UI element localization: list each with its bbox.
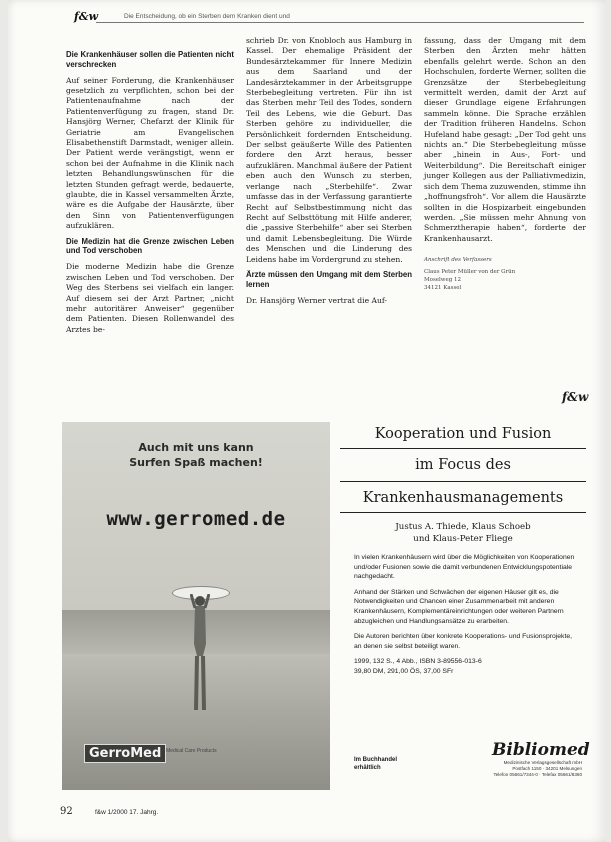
- paragraph: Dr. Hansjörg Werner vertrat die Auf-: [246, 295, 387, 305]
- surfer-figure: [190, 594, 210, 712]
- address-label: Anschrift des Verfassers: [424, 257, 492, 264]
- journal-issue: f&w 1/2000 17. Jahrg.: [94, 809, 159, 816]
- paragraph: schrieb Dr. von Knobloch aus Hamburg in Kassel. Der ehemalige Präsident der Bundesärztekammer für Innere Medizin aus dem Saarland und der Landesärztekammer in der Arbeitsgruppe Sterbebegleitung vertreten. Für ihn ist das Sterben mehr Teil des Todes, sondern Teil des Lebens, wie die Geburt. Das Sterben gehöre zu individueller, die Persönlichkeit fordernden Entscheidung. Der selbst geäußerte Wille des Patienten fordere den Arzt heraus, besser aufzuklären. Manchmal äußere der Patient eben auch den Wunsch zu sterben, verlange nach „Sterbehilfe“. Zwar umfasse das in der Verfassung garantierte Recht auf Selbstbestimmung nicht das Recht auf Selbsttötung mit Hilfe anderer, die „passive Sterbehilfe“ aber sei Sterben und damit Lebensbegleitung. Die Würde des Menschen und die Linderung des Leidens habe im Vordergrund zu stehen.: [246, 36, 412, 264]
- running-header: [74, 12, 584, 26]
- description-paragraph: Anhand der Stärken und Schwächen der eigenen Häuser gilt es, die Notwendigkeiten und Chancen einer Zusammenarbeit mit anderen Krankenhäusern, Komplementäreinrichtungen oder weiteren Partnern abzugleichen und Handlungsansätze zu erarbeiten.: [354, 588, 564, 625]
- book-price-info: [340, 657, 586, 676]
- end-logo: f&w: [562, 390, 589, 404]
- publisher-address: [452, 760, 582, 778]
- address-line: Moselweg 12: [424, 277, 462, 284]
- address-line: 34121 Kassel: [424, 285, 462, 292]
- description-paragraph: In vielen Krankenhäusern wird über die Möglichkeiten von Kooperationen und/oder Fusionen sowie die damit verbundenen Entwicklungspotentiale nachgedacht.: [354, 554, 575, 581]
- column-3: [424, 36, 586, 292]
- bibliomed-book-advertisement: [340, 422, 590, 790]
- column-2: [246, 36, 412, 311]
- book-authors: [340, 521, 586, 545]
- description-paragraph: Die Autoren berichten über konkrete Kooperations- und Fusionsprojekte, an denen sie selbst beteiligt waren.: [354, 633, 573, 650]
- gerromed-logo: GerroMed: [84, 744, 166, 763]
- publisher-line: Medizinische Verlagsgesellschaft mbH: [503, 760, 582, 765]
- running-title: Die Entscheidung, ob ein Sterben dem Kranken dient und: [124, 13, 290, 20]
- ad-url: www.gerromed.de: [106, 508, 286, 530]
- journal-logo: f&w: [74, 10, 99, 23]
- column-1: [66, 50, 234, 340]
- paragraph: Auf seiner Forderung, die Krankenhäuser gesetzlich zu verpflichten, schon bei der Patientenaufnahme nach der Patientenverfügung zu fragen, stand Dr. Hansjörg Werner, Chefarzt der Klinik für Geriatrie am Evangelischen Elisabethenstift Darmstadt, weniger allein. Der Patient werde verängstigt, wenn er schon bei der Aufnahme in die Klinik nach letzten Behandlungswünschen für die letzten Stunden gefragt werde, bedauerte, glaubte, die in Kassel versammelten Ärzte, wäre es die Aufgabe der Hausärzte, über den Sinn von Patientenverfügungen aufzuklären.: [66, 75, 234, 231]
- ad-headline: [62, 440, 330, 470]
- ad-headline-line: Auch mit uns kann: [138, 441, 254, 454]
- bookshop-note-line: erhältlich: [354, 765, 381, 771]
- book-price: 39,80 DM, 291,00 ÖS, 37,00 SFr: [354, 667, 454, 675]
- gerromed-advertisement: [62, 422, 330, 790]
- author-address: [424, 256, 586, 292]
- bibliomed-logo: Bibliomed: [492, 740, 590, 760]
- ad-headline-line: Surfen Spaß machen!: [129, 456, 263, 469]
- section-heading: Die Krankenhäuser sollen die Patienten nicht verschrecken: [66, 50, 234, 69]
- publisher-line: Postfach 1150 · 34201 Melsungen: [512, 766, 582, 771]
- book-isbn: 1999, 132 S., 4 Abb., ISBN 3-89556-013-6: [354, 658, 482, 666]
- bookshop-note: [354, 756, 397, 772]
- book-description: [340, 553, 586, 651]
- ad-tagline: Medical Care Products: [166, 748, 217, 754]
- address-line: Claus Peter Müller von der Grün: [424, 269, 516, 276]
- author-line: Justus A. Thiede, Klaus Schoeb: [395, 522, 531, 532]
- section-heading: Ärzte müssen den Umgang mit dem Sterben lernen: [246, 269, 412, 289]
- bookshop-note-line: Im Buchhandel: [354, 757, 398, 763]
- page-footer: [60, 806, 158, 817]
- paragraph: Die moderne Medizin habe die Grenze zwischen Leben und Tod verschoben. Der Weg des Sterbens sei vielfach ein langer. Auf diesem sei der Arzt Partner, „nicht mehr autoritärer Anweiser“ gegenüber dem Patienten. Diesen Rollenwandel des Arztes be-: [66, 262, 234, 334]
- book-title-line: im Focus des: [340, 449, 586, 482]
- section-heading: Die Medizin hat die Grenze zwischen Leben und Tod verschoben: [66, 236, 234, 256]
- book-title-line: Krankenhausmanagements: [340, 482, 586, 513]
- header-rule: [96, 22, 584, 23]
- page-number: 92: [60, 806, 73, 817]
- author-line: und Klaus-Peter Fliege: [413, 534, 513, 544]
- book-title-line: Kooperation und Fusion: [340, 422, 586, 449]
- publisher-line: Telefon 05661/7344-0 · Telefax 05661/8360: [493, 772, 582, 777]
- paragraph: fassung, dass der Umgang mit dem Sterben den Ärzten mehr hätten ebenfalls gelehrt werde. Schon an den Hochschulen, forderte Werner, sollten die Grenzsätze der Sterbebegleitung vermittelt werden, damit der Arzt auf dieser Grundlage eigene Erfahrungen sammeln könne. Die Sprache erzählen der Tradition früheren Handelns. Schon Hufeland habe gesagt: „Der Tod geht uns nichts an.“ Die Sterbebegleitung müsse aber „hinein in Aus-, Fort- und Weiterbildung“. Die Bereitschaft einiger junger Kollegen aus der Palliativmedizin, sich dem Thema zuzuwenden, stimme ihn „hoffnungsfroh“. Vor allem die Hausärzte sollten in die Hospizarbeit eingebunden werden. „Sie müssen mehr Ahnung von Schmerztherapie haben“, forderte der Krankenhausarzt.: [424, 36, 586, 243]
